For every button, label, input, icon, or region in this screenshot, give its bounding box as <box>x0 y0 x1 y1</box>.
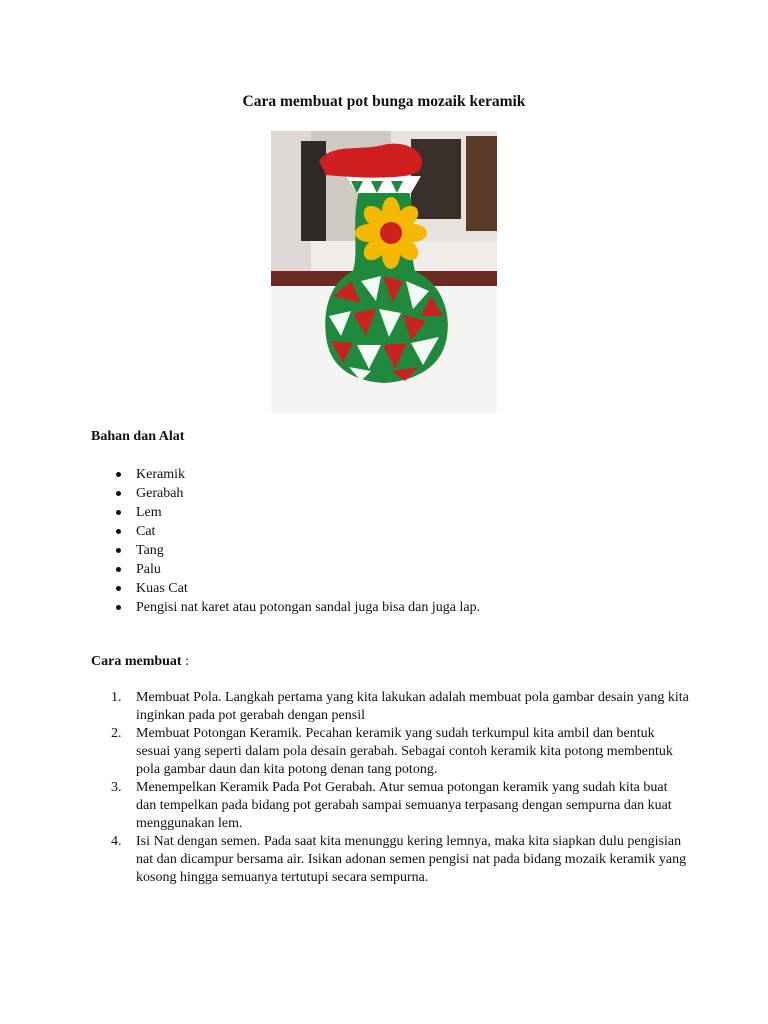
list-item <box>91 689 691 725</box>
materials-heading: Bahan dan Alat <box>91 429 185 444</box>
step-number: 1. <box>111 690 122 705</box>
list-item: Keramik <box>91 465 480 484</box>
list-item <box>91 833 691 887</box>
method-heading-colon: : <box>181 654 189 669</box>
step-text: Isi Nat dengan semen. Pada saat kita menunggu kering lemnya, maka kita siapkan dulu pengisian nat dan dicampur bersama air. Isikan adonan semen pengisi nat pada bidang mozaik keramik yang kosong hingga semuanya tertutupi secara sempurna. <box>136 834 687 885</box>
list-item <box>91 779 691 833</box>
step-number: 2. <box>111 726 122 741</box>
steps-list <box>91 689 691 887</box>
list-item: Palu <box>91 560 480 579</box>
step-text: Menempelkan Keramik Pada Pot Gerabah. Atur semua potongan keramik yang sudah kita buat dan tempelkan pada bidang pot gerabah sampai semuanya terpasang dengan sempurna dan kuat menggunakan lem. <box>136 780 672 831</box>
step-text: Membuat Pola. Langkah pertama yang kita lakukan adalah membuat pola gambar desain yang kita inginkan pada pot gerabah dengan pensil <box>136 690 689 723</box>
mosaic-vase-photo <box>271 131 497 413</box>
list-item: Lem <box>91 503 480 522</box>
list-item: Tang <box>91 541 480 560</box>
method-heading-text: Cara membuat <box>91 654 182 669</box>
document-title: Cara membuat pot bunga mozaik keramik <box>242 93 526 110</box>
list-item: Gerabah <box>91 484 480 503</box>
materials-list <box>91 465 480 617</box>
list-item: Pengisi nat karet atau potongan sandal juga bisa dan juga lap. <box>91 598 480 617</box>
list-item: Kuas Cat <box>91 579 480 598</box>
list-item <box>91 725 691 779</box>
step-number: 4. <box>111 834 122 849</box>
step-text: Membuat Potongan Keramik. Pecahan keramik yang sudah terkumpul kita ambil dan bentuk sesuai yang seperti dalam pola desain gerabah. Sebagai contoh keramik kita potong membentuk pola gambar daun dan kita potong denan tang potong. <box>136 726 673 777</box>
method-heading <box>91 654 189 670</box>
step-number: 3. <box>111 780 122 795</box>
list-item: Cat <box>91 522 480 541</box>
